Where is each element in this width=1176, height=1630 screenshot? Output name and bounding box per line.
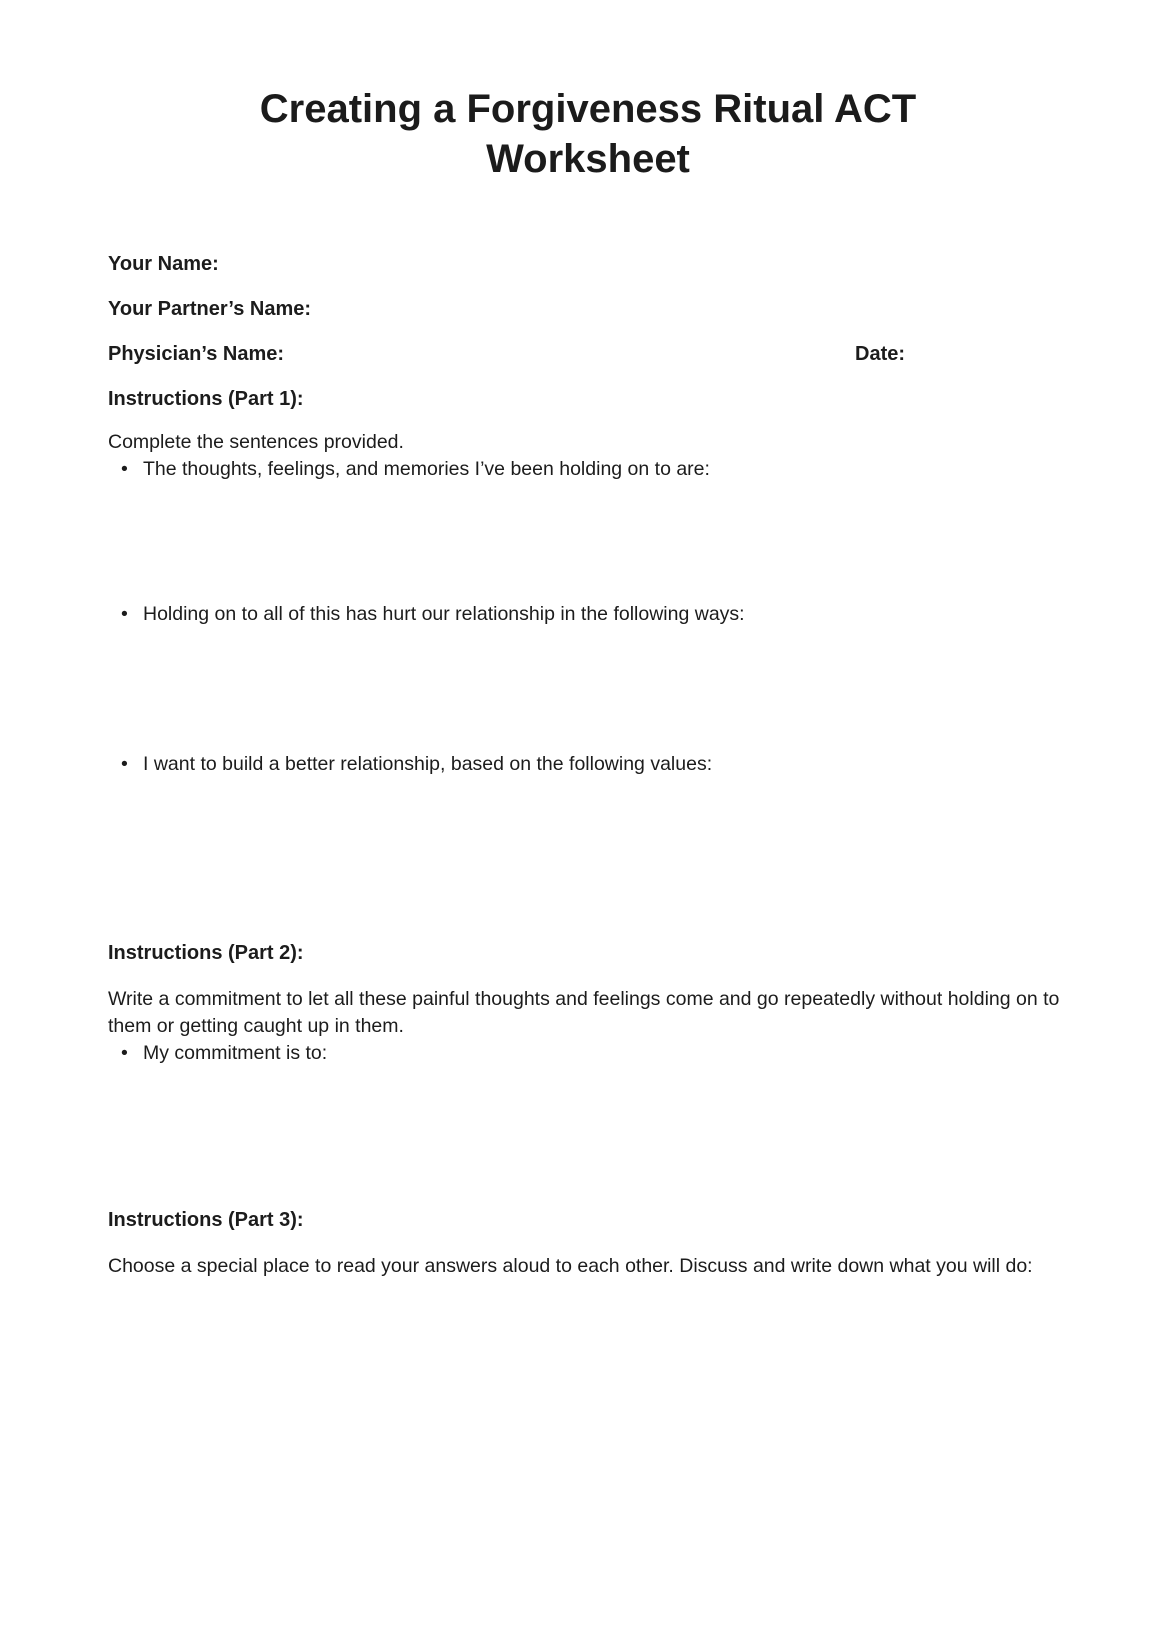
partner-name-field	[108, 299, 1068, 320]
part1-list	[108, 456, 1068, 778]
partner-name-label: Your Partner’s Name:	[108, 298, 312, 320]
physician-name-field	[108, 344, 1068, 365]
part2-list	[108, 1040, 1068, 1067]
bullet-icon: •	[121, 1042, 128, 1064]
bullet-text: The thoughts, feelings, and memories I’ve been holding on to are:	[143, 458, 710, 480]
list-item	[108, 751, 1068, 778]
list-item	[108, 1040, 1068, 1067]
bullet-icon: •	[121, 458, 128, 480]
physician-name-label: Physician’s Name:	[108, 343, 285, 365]
page-title: Creating a Forgiveness Ritual ACT Worksheet	[259, 87, 917, 181]
date-label: Date:	[855, 343, 906, 365]
bullet-icon: •	[121, 603, 128, 625]
list-item	[108, 601, 1068, 628]
bullet-text: My commitment is to:	[143, 1042, 328, 1064]
your-name-label: Your Name:	[108, 253, 219, 275]
header-fields	[108, 254, 1068, 365]
part2-heading: Instructions (Part 2):	[108, 942, 304, 964]
your-name-field	[108, 254, 1068, 275]
part1-intro: Complete the sentences provided.	[108, 431, 404, 453]
section-part3	[108, 1210, 1068, 1280]
bullet-text: Holding on to all of this has hurt our relationship in the following ways:	[143, 603, 745, 625]
list-item	[108, 456, 1068, 483]
part3-intro: Choose a special place to read your answers aloud to each other. Discuss and write down what you will do:	[108, 1255, 1033, 1277]
section-part2	[108, 943, 1068, 1067]
section-part1	[108, 389, 1068, 778]
part3-heading: Instructions (Part 3):	[108, 1209, 304, 1231]
bullet-text: I want to build a better relationship, based on the following values:	[143, 753, 713, 775]
part2-intro: Write a commitment to let all these painful thoughts and feelings come and go repeatedly without holding on to them or getting caught up in them.	[108, 988, 1060, 1037]
bullet-icon: •	[121, 753, 128, 775]
part1-heading: Instructions (Part 1):	[108, 388, 304, 410]
